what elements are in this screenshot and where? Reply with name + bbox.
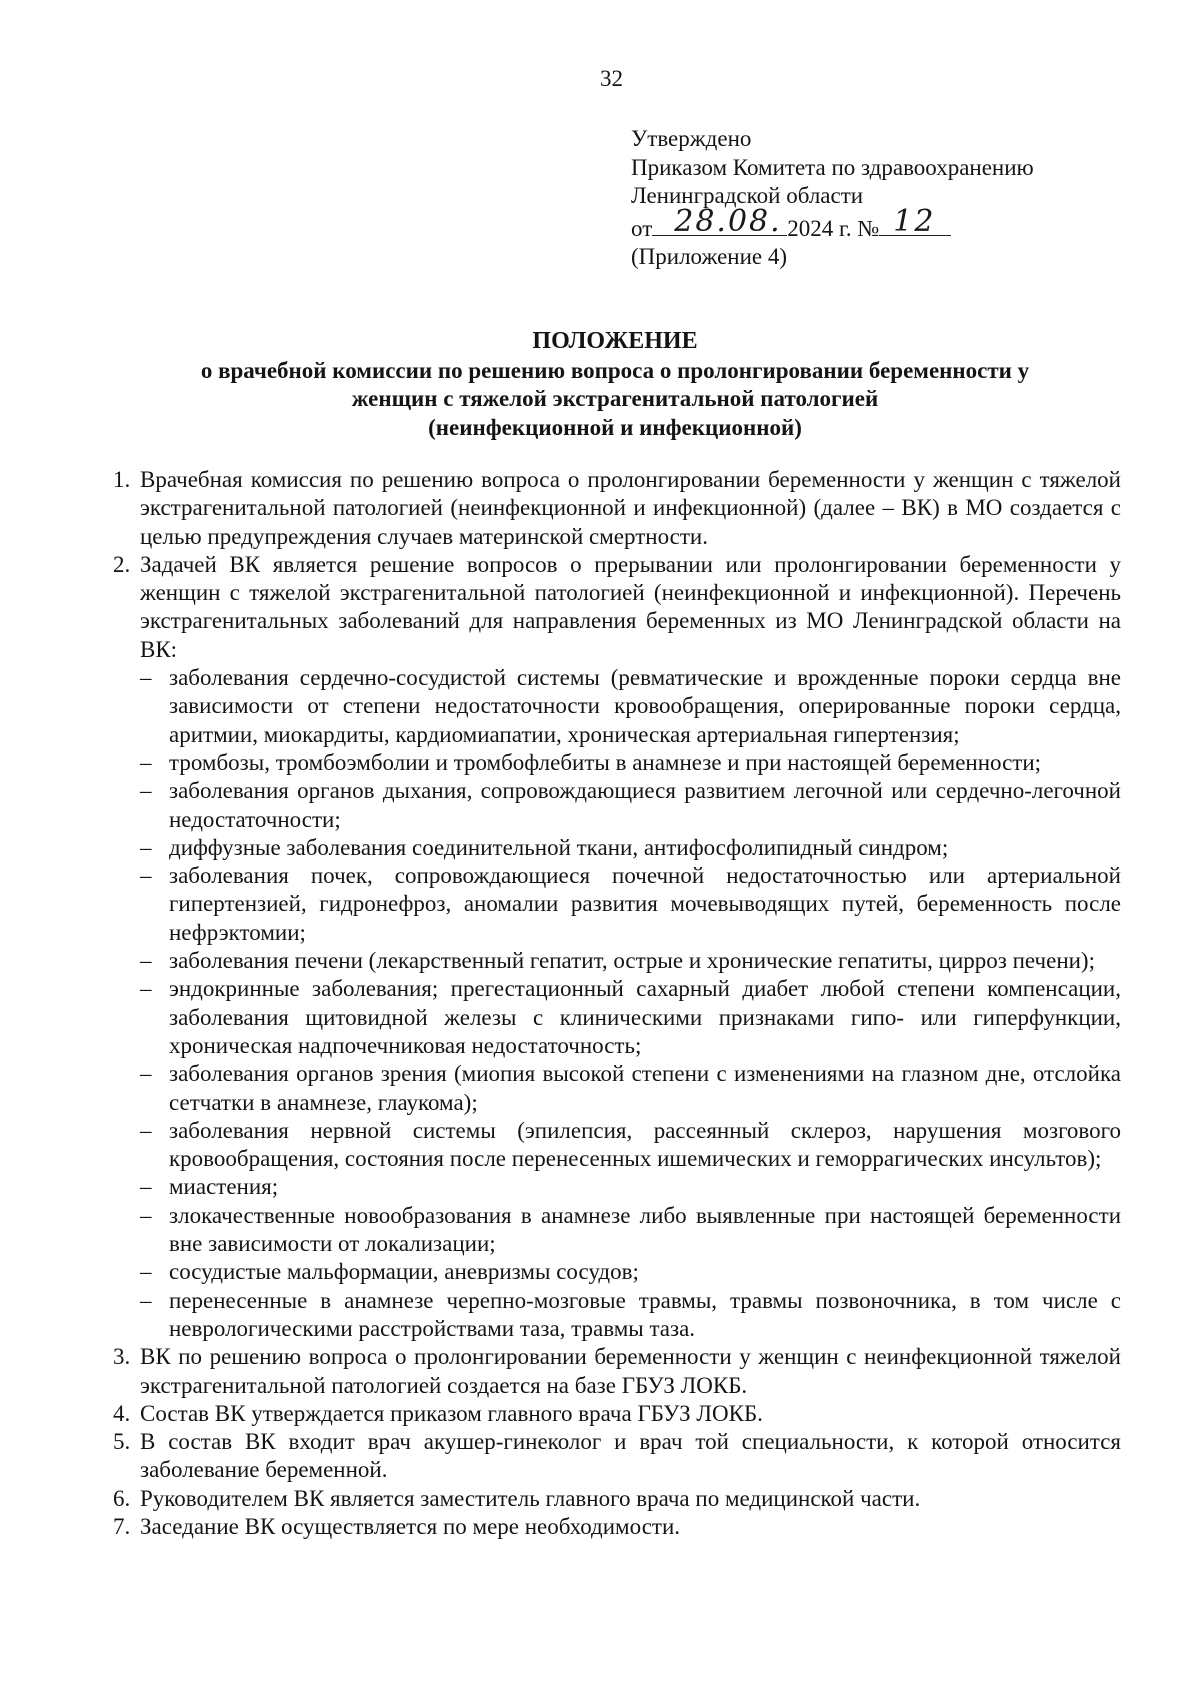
item-number: 7. [113, 1513, 131, 1539]
approval-stamp-block [631, 125, 1034, 272]
sub-item-text: заболевания органов зрения (миопия высокой степени с изменениями на глазном дне, отслойка сетчатки в анамнезе, глаукома); [169, 1061, 1121, 1115]
item-number: 1. [113, 467, 131, 492]
sub-list-item: – злокачественные новообразования в анамнезе либо выявленные при настоящей беременности вне зависимости от локализации; [140, 1202, 1121, 1257]
sub-item-text: тромбозы, тромбоэмболии и тромбофлебиты в анамнезе и при настоящей беременности; [169, 749, 1042, 775]
sub-item-text: заболевания нервной системы (эпилепсия, рассеянный склероз, нарушения мозгового кровообращения, состояния после перенесенных ишемических и геморрагических инсультов); [169, 1117, 1121, 1172]
subtitle-line-3: (неинфекционной и инфекционной) [428, 414, 802, 440]
sub-item-text: заболевания органов дыхания, сопровождающиеся развитием легочной или сердечно-легочной недостаточности; [169, 778, 1121, 832]
item-text: ВК по решению вопроса о пролонгировании беременности у женщин с неинфекционной тяжелой экстрагенитальной патологией создается на базе ГБУЗ ЛОКБ. [140, 1344, 1121, 1398]
handwritten-number: 12 [893, 203, 936, 239]
sub-list-item: – заболевания печени (лекарственный гепатит, острые и хронические гепатиты, цирроз печени); [140, 948, 1095, 974]
list-item [113, 551, 1121, 1343]
subtitle-line-2: женщин с тяжелой экстрагенитальной патологией [351, 386, 879, 411]
sub-list-item: – заболевания почек, сопровождающиеся почечной недостаточностью или артериальной гипертензией, гидронефроз, аномалии развития мочевыводящих путей, беременность после нефрэктомии; [140, 863, 1121, 945]
document-title-block [0, 327, 1200, 442]
year-number-label: 2024 г. № [787, 215, 880, 241]
date-prefix: от [631, 215, 653, 241]
sub-item-text: эндокринные заболевания; прегестационный сахарный диабет любой степени компенсации, заболевания щитовидной железы с клиническими признаками гипо- или гиперфункции, хроническая надпочечниковая недостаточность; [169, 976, 1121, 1058]
list-item [113, 1513, 1121, 1541]
item-number: 6. [113, 1485, 131, 1511]
item-text: Задачей ВК является решение вопросов о прерывании или пролонгировании беременности у женщин с тяжелой экстрагенитальной патологией (неинфекционной и инфекционной). Перечень экстрагенитальных заболеваний для направления беременных из МО Ленинградской области на ВК: [140, 551, 1121, 662]
item-number: 4. [113, 1400, 131, 1426]
approval-attachment: (Приложение 4) [631, 244, 788, 269]
numbered-list [113, 466, 1121, 1541]
item-text: В состав ВК входит врач акушер-гинеколог и врач той специальности, к которой относится заболевание беременной. [140, 1429, 1121, 1483]
sub-item-text: перенесенные в анамнезе черепно-мозговые травмы, травмы позвоночника, в том числе с неврологическими расстройствами таза, травмы таза. [169, 1287, 1121, 1341]
item-text: Состав ВК утверждается приказом главного врача ГБУЗ ЛОКБ. [140, 1400, 763, 1426]
item-text: Заседание ВК осуществляется по мере необходимости. [140, 1513, 681, 1539]
number-signature-line [879, 203, 951, 239]
sub-item-text: диффузные заболевания соединительной ткани, антифосфолипидный синдром; [169, 834, 949, 860]
sub-item-text: миастения; [169, 1174, 279, 1200]
item-number: 3. [113, 1344, 131, 1370]
approval-line-region: Ленинградской области [631, 183, 864, 208]
list-item [113, 466, 1121, 551]
item-text: Руководителем ВК является заместитель главного врача по медицинской части. [140, 1485, 921, 1511]
page-number: 32 [600, 66, 623, 91]
sub-list-item: – диффузные заболевания соединительной ткани, антифосфолипидный синдром; [140, 834, 949, 860]
item-text: Врачебная комиссия по решению вопроса о пролонгировании беременности у женщин с тяжелой экстрагенитальной патологией (неинфекционной и инфекционной) (далее – ВК) в МО создается с целью предупреждения случаев материнской смертности. [140, 467, 1121, 549]
sub-list-item: – сосудистые мальформации, аневризмы сосудов; [140, 1259, 639, 1285]
list-item [113, 1428, 1121, 1485]
sub-list-item: – заболевания органов дыхания, сопровождающиеся развитием легочной или сердечно-легочной недостаточности; [140, 778, 1121, 832]
sub-item-text: заболевания сердечно-сосудистой системы (ревматические и врожденные пороки сердца вне зависимости от степени недостаточности кровообращения, оперированные пороки сердца, аритмии, миокардиты, кардиомиапатии, хроническая артериальная гипертензия; [169, 665, 1121, 747]
sub-list-item: – заболевания нервной системы (эпилепсия, рассеянный склероз, нарушения мозгового кровообращения, состояния после перенесенных ишемических и геморрагических инсультов); [140, 1117, 1121, 1172]
disease-list [140, 664, 1121, 1343]
list-item [113, 1400, 1121, 1428]
approval-line-approved: Утверждено [631, 126, 752, 151]
approval-date-line [631, 203, 1034, 244]
sub-item-text: заболевания печени (лекарственный гепатит, острые и хронические гепатиты, цирроз печени); [169, 948, 1095, 974]
document-body [113, 466, 1121, 1541]
sub-list-item: – заболевания органов зрения (миопия высокой степени с изменениями на глазном дне, отслойка сетчатки в анамнезе, глаукома); [140, 1061, 1121, 1115]
sub-item-text: злокачественные новообразования в анамнезе либо выявленные при настоящей беременности вне зависимости от локализации; [169, 1202, 1121, 1257]
item-number: 5. [113, 1429, 131, 1455]
sub-list-item: – эндокринные заболевания; прегестационный сахарный диабет любой степени компенсации, заболевания щитовидной железы с клиническими признаками гипо- или гиперфункции, хроническая надпочечниковая недостаточность; [140, 976, 1121, 1058]
date-signature-line [652, 203, 787, 239]
approval-line-order: Приказом Комитета по здравоохранению [631, 154, 1034, 180]
sub-list-item: – миастения; [140, 1174, 279, 1200]
sub-list-item: – тромбозы, тромбоэмболии и тромбофлебиты в анамнезе и при настоящей беременности; [140, 749, 1042, 775]
sub-list-item: – заболевания сердечно-сосудистой системы (ревматические и врожденные пороки сердца вне зависимости от степени недостаточности кровообращения, оперированные пороки сердца, аритмии, миокардиты, кардиомиапатии, хроническая артериальная гипертензия; [140, 665, 1121, 747]
sub-item-text: заболевания почек, сопровождающиеся почечной недостаточностью или артериальной гипертензией, гидронефроз, аномалии развития мочевыводящих путей, беременность после нефрэктомии; [169, 863, 1121, 945]
subtitle-line-1: о врачебной комиссии по решению вопроса о пролонгировании беременности у [200, 357, 1030, 383]
list-item [113, 1343, 1121, 1400]
handwritten-date: 28.08. [674, 203, 782, 239]
list-item [113, 1485, 1121, 1513]
sub-item-text: сосудистые мальформации, аневризмы сосудов; [169, 1259, 639, 1285]
item-number: 2. [113, 551, 131, 577]
sub-list-item: – перенесенные в анамнезе черепно-мозговые травмы, травмы позвоночника, в том числе с неврологическими расстройствами таза, травмы таза. [140, 1287, 1121, 1341]
document-title: ПОЛОЖЕНИЕ [532, 328, 698, 354]
